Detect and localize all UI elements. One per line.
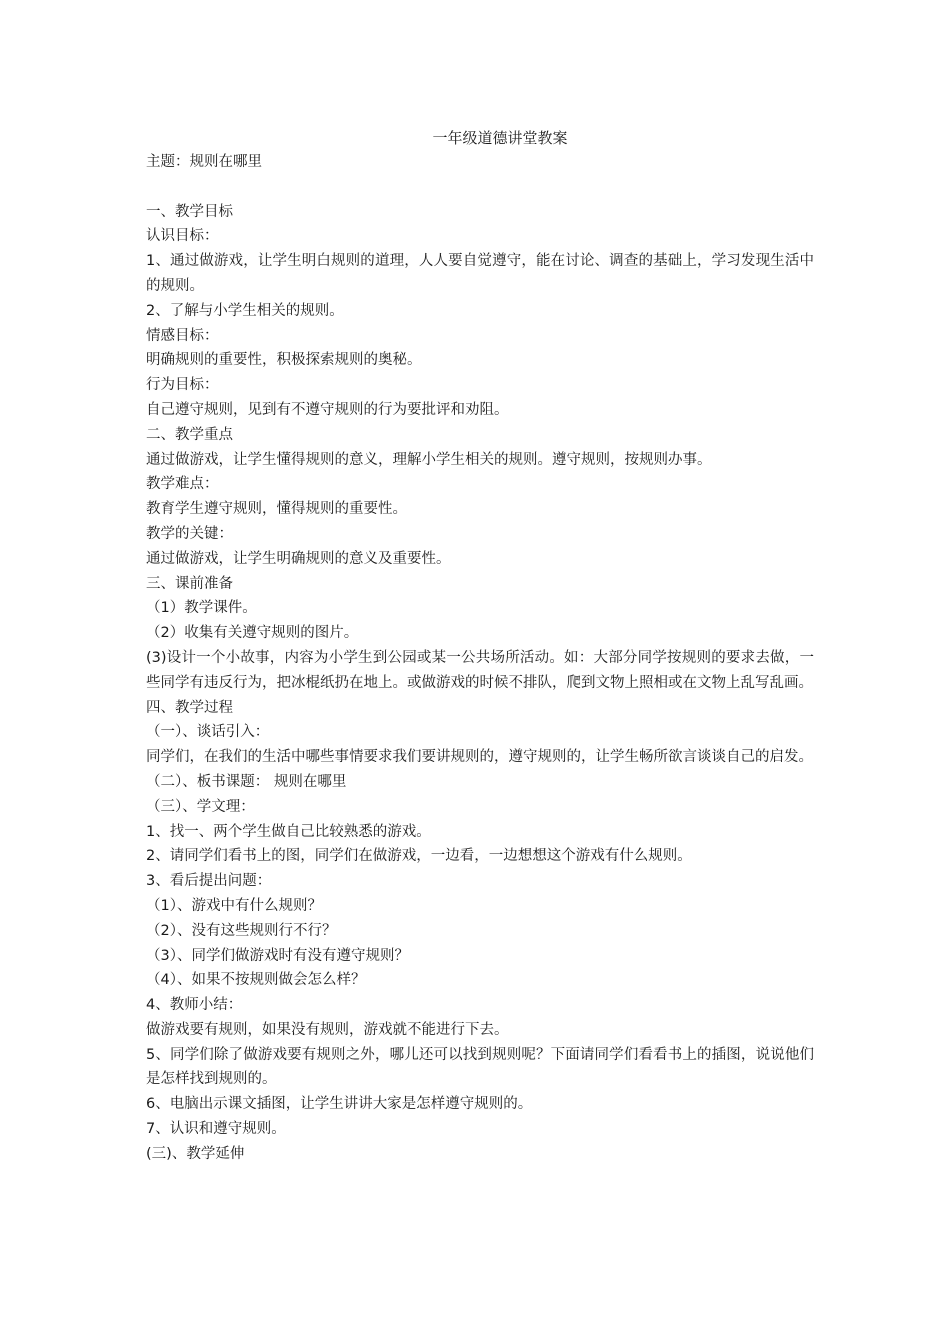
question-item: （1）、游戏中有什么规则？ [146, 897, 322, 914]
paragraph: 教育学生遵守规则，懂得规则的重要性。 [146, 501, 407, 518]
list-item: 4、教师小结： [146, 997, 243, 1014]
subheading-behavior-goal: 行为目标： [146, 377, 219, 394]
subheading-difficulties: 教学难点： [146, 476, 219, 493]
document-subtitle: 主题：规则在哪里 [146, 154, 262, 170]
subheading-introduction: （一）、谈话引入： [146, 724, 270, 741]
subheading-study: （三）、学文理： [146, 798, 255, 815]
list-item: 2、请同学们看书上的图，同学们在做游戏，一边看，一边想想这个游戏有什么规则。 [146, 848, 692, 865]
paragraph: (3)设计一个小故事，内容为小学生到公园或某一公共场所活动。如：大部分同学按规则的要求去做，一些同学有违反行为，把冰棍纸扔在地上。或做游戏的时候不排队，爬到文物上照相或在文物上乱写乱画。 [146, 649, 814, 691]
paragraph: 做游戏要有规则，如果没有规则，游戏就不能进行下去。 [146, 1021, 509, 1038]
document-body [146, 126, 814, 1167]
paragraph: 通过做游戏，让学生懂得规则的意义，理解小学生相关的规则。遵守规则，按规则办事。 [146, 451, 712, 468]
subheading-board-title: （二）、板书课题： 规则在哪里 [146, 773, 347, 790]
list-item: （1）教学课件。 [146, 600, 257, 617]
document-title: 一年级道德讲堂教案 [432, 129, 568, 147]
question-item: （3）、同学们做游戏时有没有遵守规则？ [146, 947, 409, 964]
section-heading-key-points: 二、教学重点 [146, 426, 233, 443]
list-item: 7、认识和遵守规则。 [146, 1121, 286, 1138]
paragraph: 通过做游戏，让学生明确规则的意义及重要性。 [146, 550, 451, 567]
subheading-cognitive-goal: 认识目标： [146, 228, 219, 245]
question-item: （4）、如果不按规则做会怎么样？ [146, 972, 366, 989]
list-item: 5、同学们除了做游戏要有规则之外，哪儿还可以找到规则呢？下面请同学们看看书上的插图，说说他们是怎样找到规则的。 [146, 1046, 814, 1088]
list-item: 6、电脑出示课文插图，让学生讲讲大家是怎样遵守规则的。 [146, 1096, 533, 1113]
question-item: （2）、没有这些规则行不行？ [146, 922, 337, 939]
list-item: 3、看后提出问题： [146, 873, 272, 890]
paragraph: 1、通过做游戏，让学生明白规则的道理，人人要自觉遵守，能在讨论、调查的基础上，学习发现生活中的规则。 [146, 253, 814, 294]
section-heading-process: 四、教学过程 [146, 699, 233, 716]
section-heading-preparation: 三、课前准备 [146, 575, 233, 592]
list-item: 1、找一、两个学生做自己比较熟悉的游戏。 [146, 823, 431, 840]
paragraph: 同学们，在我们的生活中哪些事情要求我们要讲规则的，遵守规则的，让学生畅所欲言谈谈自己的启发。 [146, 749, 813, 766]
blank-line [146, 175, 814, 200]
section-heading-objectives: 一、教学目标 [146, 203, 233, 220]
paragraph: 明确规则的重要性，积极探索规则的奥秘。 [146, 352, 422, 369]
subheading-extension: (三)、教学延伸 [146, 1145, 245, 1162]
paragraph: 2、了解与小学生相关的规则。 [146, 302, 344, 319]
paragraph: 自己遵守规则，见到有不遵守规则的行为要批评和劝阻。 [146, 401, 509, 418]
subheading-emotional-goal: 情感目标： [146, 327, 219, 344]
subheading-key: 教学的关键： [146, 525, 233, 542]
list-item: （2）收集有关遵守规则的图片。 [146, 625, 359, 642]
